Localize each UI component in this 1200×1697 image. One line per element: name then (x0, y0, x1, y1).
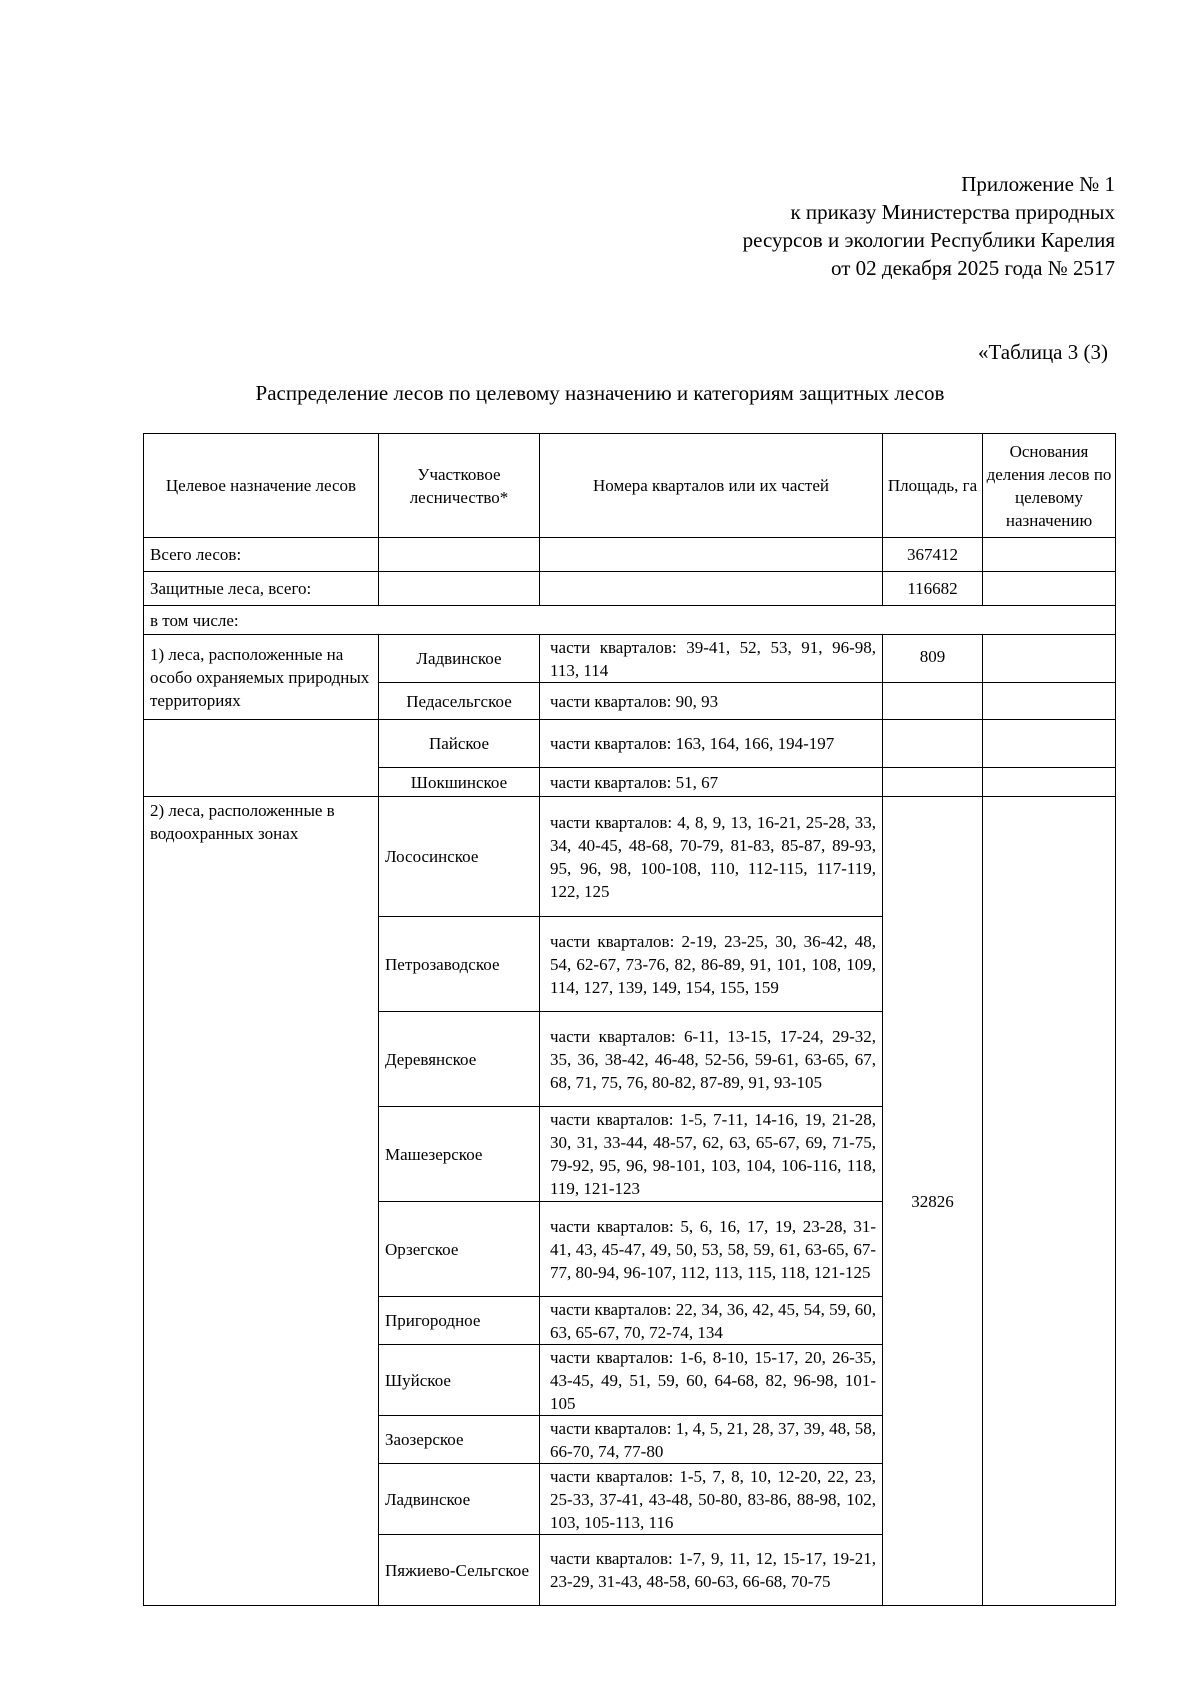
table-row (144, 538, 1116, 572)
column-header-basis: Основания деления лесов по целевому назначению (983, 434, 1116, 538)
forestry-name: Пайское (379, 720, 540, 768)
forestry-name: Ладвинское (379, 1464, 540, 1535)
total-label: Всего лесов: (144, 538, 379, 572)
table-row (144, 797, 1116, 917)
category-1-area: 809 (883, 635, 983, 683)
table-row (144, 572, 1116, 606)
quarters-list: части кварталов: 6-11, 13-15, 17-24, 29-32, 35, 36, 38-42, 46-48, 52-56, 59-61, 63-65, 67, 68, 71, 75, 76, 80-82, 87-89, 91, 93-105 (540, 1012, 883, 1107)
forestry-name: Ладвинское (379, 635, 540, 683)
quarters-list: части кварталов: 163, 164, 166, 194-197 (540, 720, 883, 768)
column-header-quarters: Номера кварталов или их частей (540, 434, 883, 538)
table-row (144, 720, 1116, 768)
column-header-purpose: Целевое назначение лесов (144, 434, 379, 538)
total-area: 367412 (883, 538, 983, 572)
column-header-forestry: Участковое лесничество* (379, 434, 540, 538)
including-label: в том числе: (144, 606, 1116, 635)
quarters-list: части кварталов: 39-41, 52, 53, 91, 96-98, 113, 114 (540, 635, 883, 683)
forestry-name: Шокшинское (379, 768, 540, 797)
quarters-list: части кварталов: 51, 67 (540, 768, 883, 797)
table-header-row (144, 434, 1116, 538)
header-ministry: ресурсов и экологии Республики Карелия (742, 228, 1115, 252)
category-2-area: 32826 (883, 797, 983, 1606)
forestry-name: Пяжиево-Сельгское (379, 1535, 540, 1606)
forestry-name: Шуйское (379, 1345, 540, 1416)
category-1-label: 1) леса, расположенные на особо охраняемых природных территориях (144, 635, 379, 720)
table-row (144, 635, 1116, 683)
header-date: от 02 декабря 2025 года № 2517 (831, 256, 1115, 280)
table-row (144, 606, 1116, 635)
forestry-name: Лососинское (379, 797, 540, 917)
forestry-name: Машезерское (379, 1107, 540, 1202)
quarters-list: части кварталов: 5, 6, 16, 17, 19, 23-28, 31-41, 43, 45-47, 49, 50, 53, 58, 59, 61, 63-65, 67-77, 80-94, 96-107, 112, 113, 115, 118, 121-125 (540, 1202, 883, 1297)
quarters-list: части кварталов: 90, 93 (540, 683, 883, 720)
forestry-name: Заозерское (379, 1416, 540, 1464)
forestry-name: Педасельгское (379, 683, 540, 720)
column-header-area: Площадь, га (883, 434, 983, 538)
quarters-list: части кварталов: 4, 8, 9, 13, 16-21, 25-28, 33, 34, 40-45, 48-68, 70-79, 81-83, 85-87, 89-93, 95, 96, 98, 100-108, 110, 112-115, 117-119, 122, 125 (540, 797, 883, 917)
quarters-list: части кварталов: 1-7, 9, 11, 12, 15-17, 19-21, 23-29, 31-43, 48-58, 60-63, 66-68, 70-75 (540, 1535, 883, 1606)
header-order: к приказу Министерства природных (790, 200, 1115, 224)
quarters-list: части кварталов: 1-6, 8-10, 15-17, 20, 26-35, 43-45, 49, 51, 59, 60, 64-68, 82, 96-98, 101-105 (540, 1345, 883, 1416)
protective-label: Защитные леса, всего: (144, 572, 379, 606)
table-label: «Таблица 3 (3) (977, 340, 1108, 364)
quarters-list: части кварталов: 1, 4, 5, 21, 28, 37, 39, 48, 58, 66-70, 74, 77-80 (540, 1416, 883, 1464)
forestry-name: Орзегское (379, 1202, 540, 1297)
quarters-list: части кварталов: 1-5, 7, 8, 10, 12-20, 22, 23, 25-33, 37-41, 43-48, 50-80, 83-86, 88-98, 102, 103, 105-113, 116 (540, 1464, 883, 1535)
forestry-name: Деревянское (379, 1012, 540, 1107)
protective-area: 116682 (883, 572, 983, 606)
forest-distribution-table (143, 433, 1116, 1606)
page-title: Распределение лесов по целевому назначению и категориям защитных лесов (255, 381, 945, 405)
document-header (743, 170, 1115, 282)
quarters-list: части кварталов: 1-5, 7-11, 14-16, 19, 21-28, 30, 31, 33-44, 48-57, 62, 63, 65-67, 69, 71-75, 79-92, 95, 96, 98-101, 103, 104, 106-116, 118, 119, 121-123 (540, 1107, 883, 1202)
forestry-name: Пригородное (379, 1297, 540, 1345)
quarters-list: части кварталов: 22, 34, 36, 42, 45, 54, 59, 60, 63, 65-67, 70, 72-74, 134 (540, 1297, 883, 1345)
quarters-list: части кварталов: 2-19, 23-25, 30, 36-42, 48, 54, 62-67, 73-76, 82, 86-89, 91, 101, 108, 109, 114, 127, 139, 149, 154, 155, 159 (540, 917, 883, 1012)
forestry-name: Петрозаводское (379, 917, 540, 1012)
header-appendix: Приложение № 1 (961, 172, 1115, 196)
category-2-label: 2) леса, расположенные в водоохранных зонах (144, 797, 379, 1606)
